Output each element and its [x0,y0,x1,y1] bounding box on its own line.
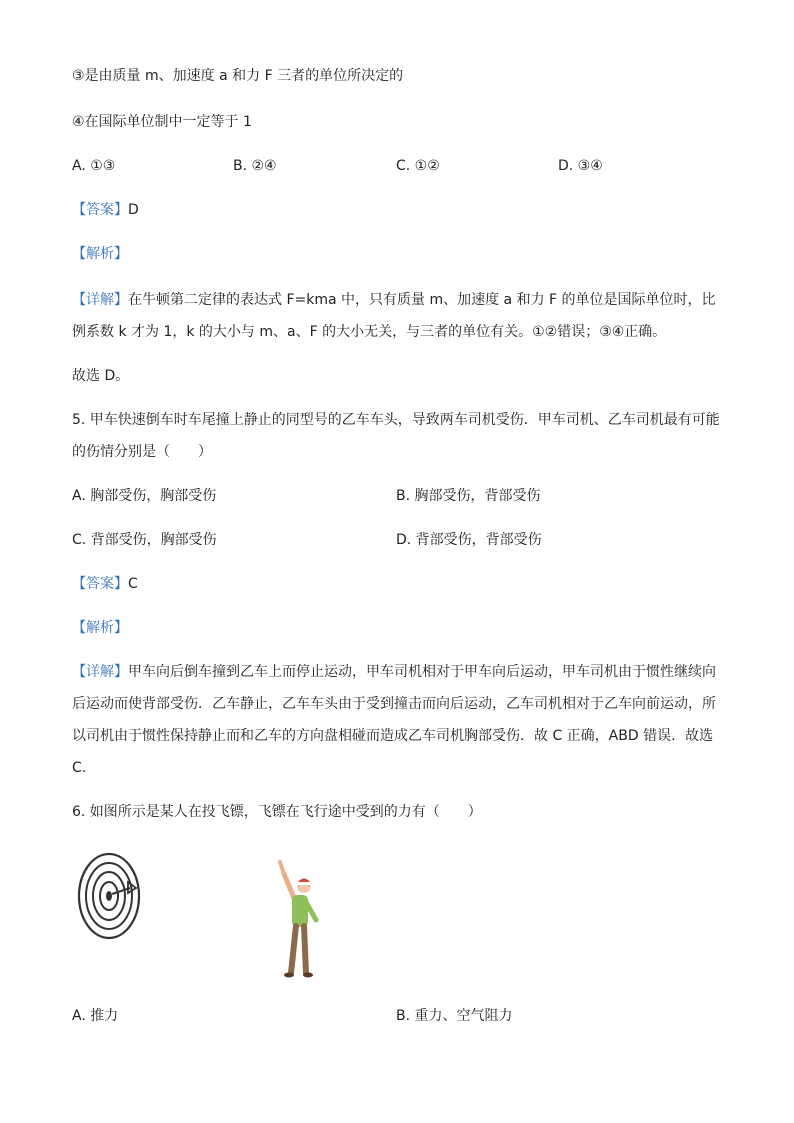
q5-option-d: D. 背部受伤，背部受伤 [396,532,542,548]
dart-throwing-figure [72,848,332,980]
q4-option-b: B. ②④ [233,158,277,174]
q4-analysis-label: 【解析】 [72,246,128,262]
q5-analysis-label: 【解析】 [72,620,128,636]
answer-label: 【答案】 [72,202,128,218]
q5-option-b: B. 胸部受伤，背部受伤 [396,488,541,504]
answer-value: D [128,202,139,218]
detail-label: 【详解】 [72,292,128,308]
q4-conclusion: 故选 D。 [72,368,130,384]
q6-option-b: B. 重力、空气阻力 [396,1008,513,1024]
q4-item-4: ④在国际单位制中一定等于 1 [72,114,252,130]
answer-label: 【答案】 [72,576,128,592]
q6-option-a: A. 推力 [72,1008,119,1024]
q4-answer [72,200,139,220]
q4-item-3: ③是由质量 m、加速度 a 和力 F 三者的单位所决定的 [72,68,404,84]
q5-option-a: A. 胸部受伤，胸部受伤 [72,488,217,504]
answer-value: C [128,576,138,592]
q6-stem: 6. 如图所示是某人在投飞镖，飞镖在飞行途中受到的力有（ ） [72,804,482,820]
q4-option-c: C. ①② [396,158,440,174]
q4-option-a: A. ①③ [72,158,116,174]
dartboard-icon [79,854,139,938]
q4-detail [72,284,724,348]
person-throwing-icon [280,862,316,978]
q4-option-d: D. ③④ [558,158,603,174]
detail-text: 在牛顿第二定律的表达式 F=kma 中，只有质量 m、加速度 a 和力 F 的单位是国际单位时，比例系数 k 才为 1，k 的大小与 m、a、F 的大小无关，与三者的单位有关。①②错误；③④正确。 [72,292,716,340]
detail-label: 【详解】 [72,664,128,680]
q5-option-c: C. 背部受伤，胸部受伤 [72,532,217,548]
q5-stem: 5. 甲车快速倒车时车尾撞上静止的同型号的乙车车头，导致两车司机受伤．甲车司机、乙车司机最有可能的伤情分别是（ ） [72,412,720,460]
q5-detail [72,656,724,784]
q5-answer [72,574,138,594]
detail-text: 甲车向后倒车撞到乙车上而停止运动，甲车司机相对于甲车向后运动，甲车司机由于惯性继续向后运动而使背部受伤．乙车静止，乙车车头由于受到撞击而向后运动，乙车司机相对于乙车向前运动，所以司机由于惯性保持静止而和乙车的方向盘相碰而造成乙车司机胸部受伤．故 C 正确，ABD 错误．故选 C. [72,664,716,776]
